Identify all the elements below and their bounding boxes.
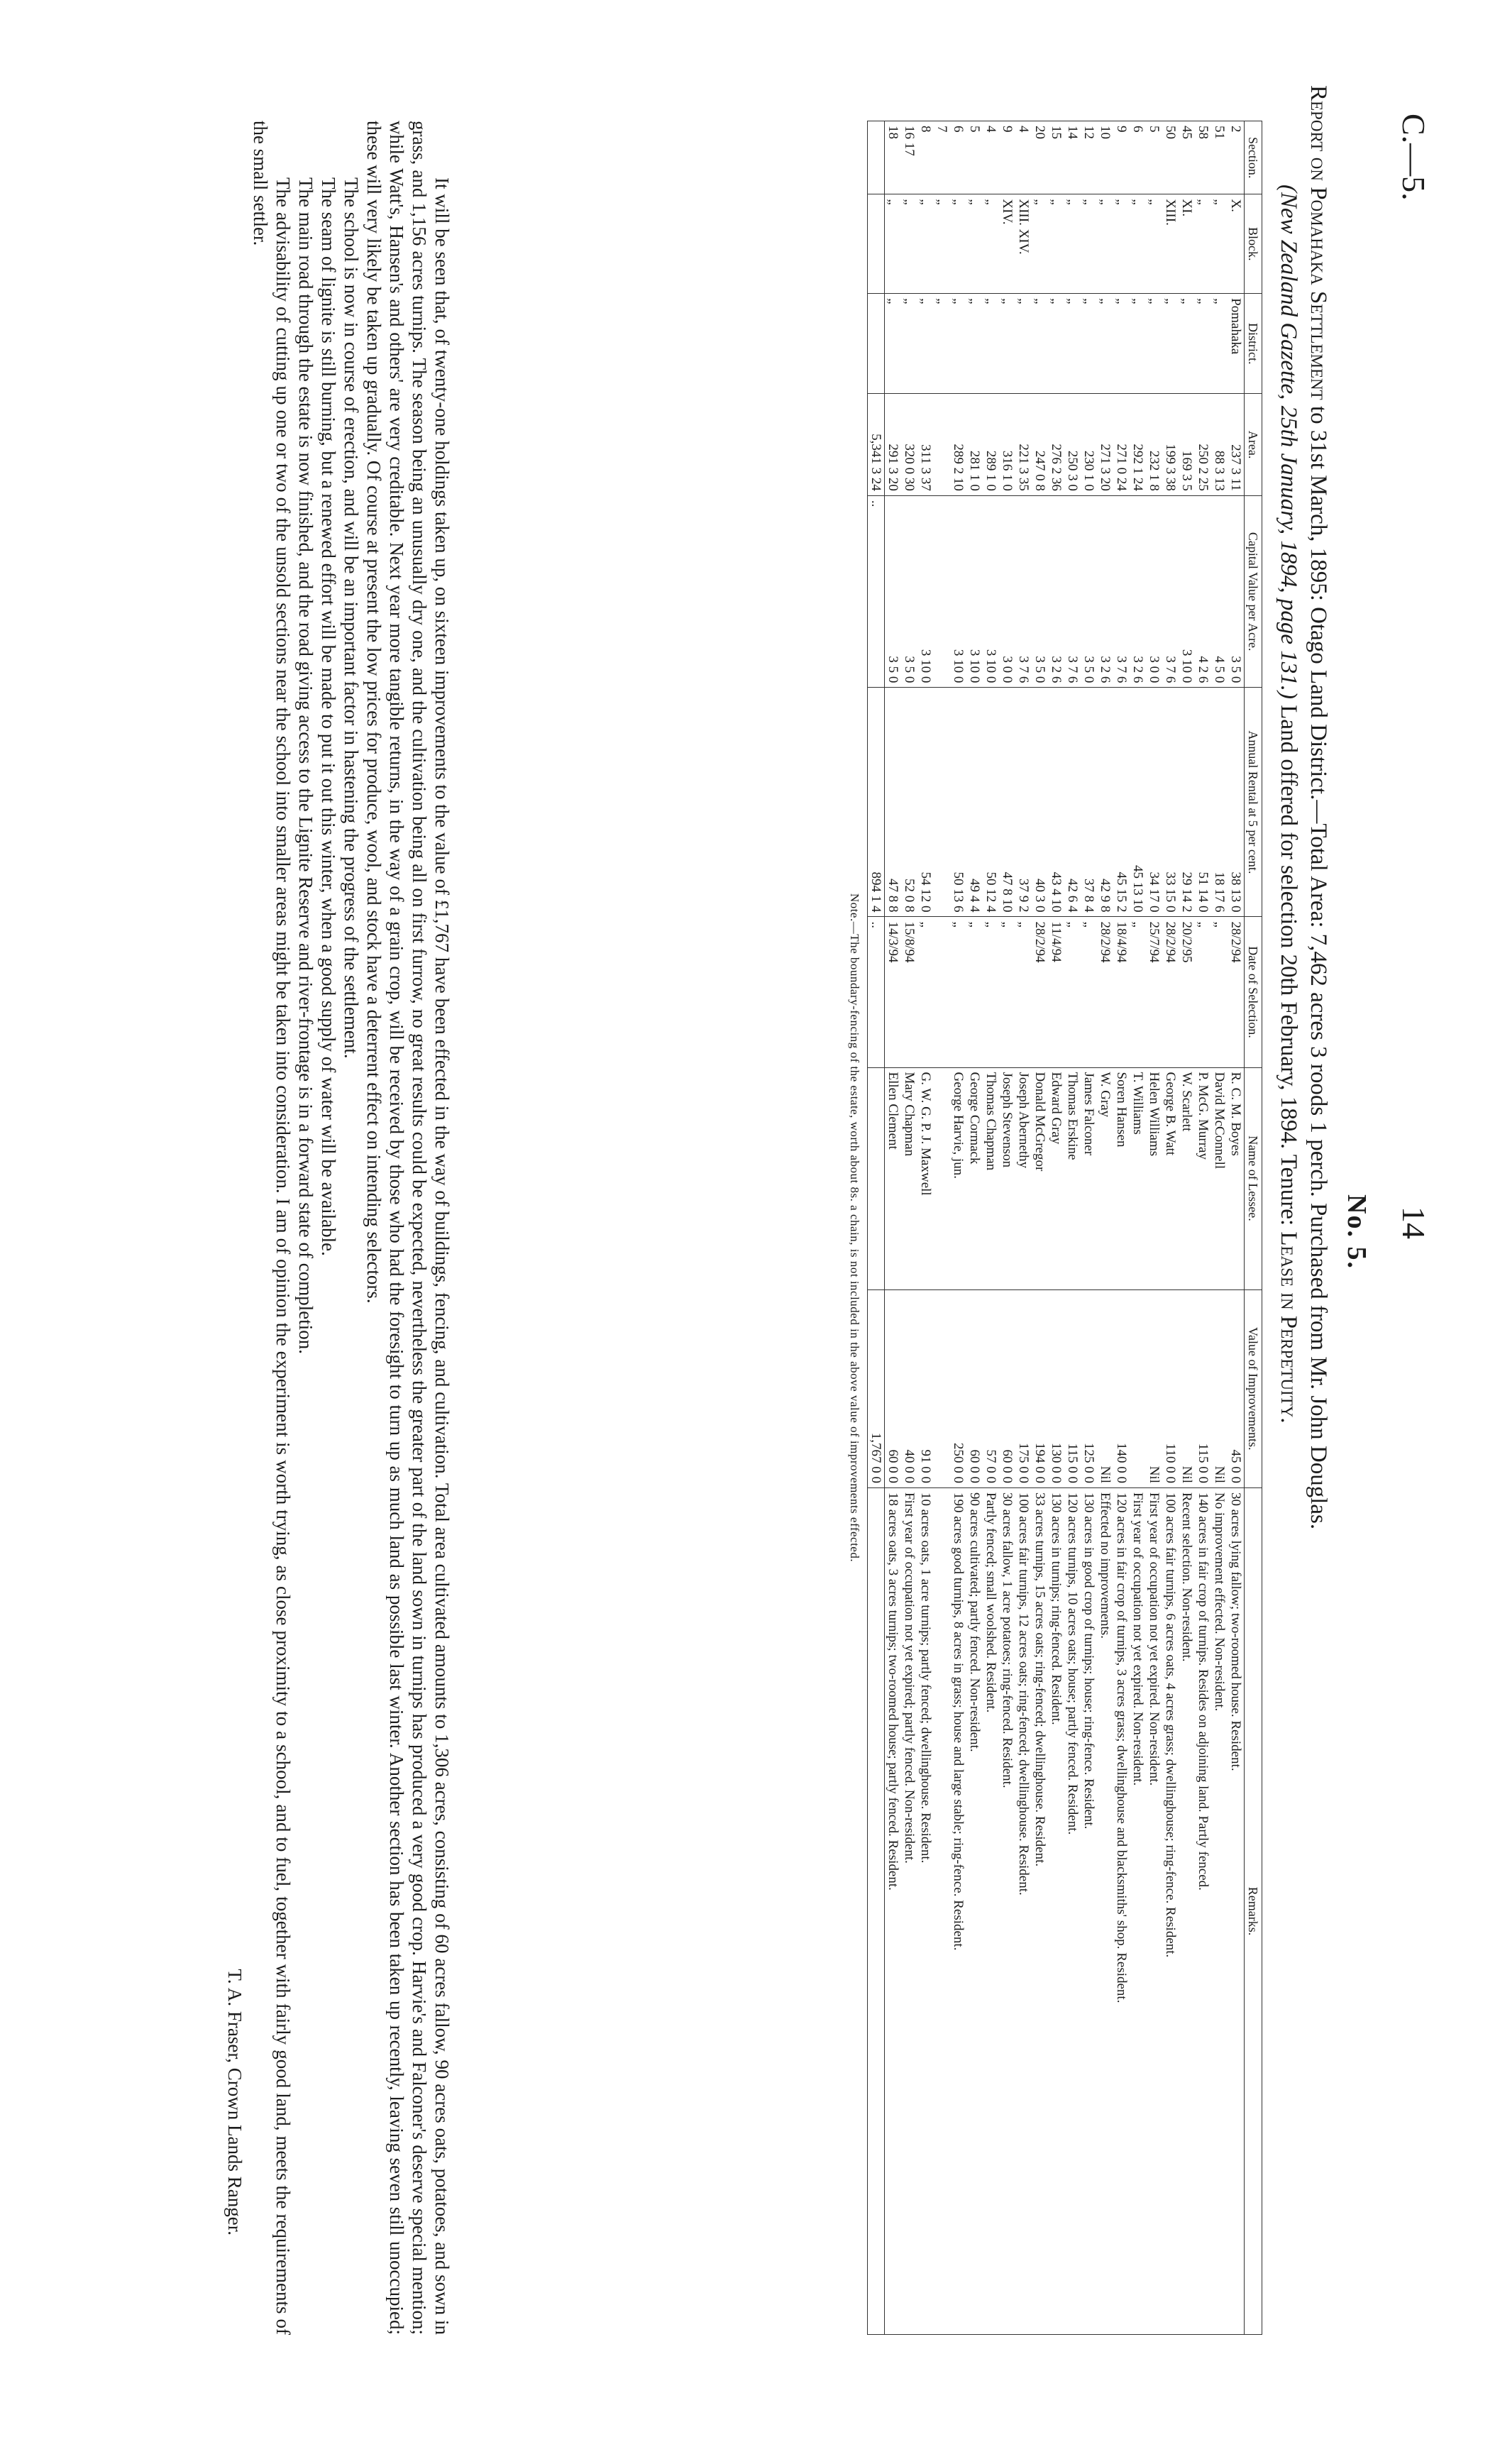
cell-area: 250 2 25 (1195, 394, 1211, 496)
cell-annual-rental: 40 3 0 (1032, 688, 1048, 917)
paragraph-3: The seam of lignite is still burning, but a renewed effort will be made to put it out this winter, when a good supply of water will be available. (318, 177, 339, 1256)
cell-area: 292 1 24 (1130, 394, 1146, 496)
lease-table (867, 121, 1262, 2335)
cell-area: 247 0 8 (1032, 394, 1048, 496)
cell-lessee: R. C. M. Boyes (1228, 1067, 1245, 1289)
cell-date (934, 917, 950, 1067)
cell-lessee: Donald McGregor (1032, 1067, 1048, 1289)
cell-improvements: 40 0 0 (901, 1289, 917, 1488)
total-improvements: 1,767 0 0 (868, 1289, 885, 1488)
cell-annual-rental: 47 8 10 (999, 688, 1015, 917)
cell-section: 18 (885, 121, 902, 194)
cell-capital-value: 3 7 6 (1015, 495, 1032, 687)
cell-area: 291 3 20 (885, 394, 902, 496)
page-number-label: 14 (1396, 1206, 1432, 1239)
cell-remarks: 130 acres in good crop of turnips; house; ring-fence. Resident. (1081, 1488, 1097, 2335)
cell-annual-rental: 43 4 10 (1048, 688, 1064, 917)
cell-improvements: 115 0 0 (1064, 1289, 1081, 1488)
cell-district: „ (1179, 294, 1195, 394)
cell-capital-value: 3 10 0 (983, 495, 999, 687)
table-row (901, 121, 917, 2335)
signoff: T. A. Fraser, Crown Lands Ranger. (224, 1969, 246, 2235)
cell-area: 289 1 0 (983, 394, 999, 496)
cell-area (934, 394, 950, 496)
cell-block: „ (1195, 194, 1211, 294)
table-row (1097, 121, 1113, 2335)
cell-lessee (934, 1067, 950, 1289)
cell-block: „ (901, 194, 917, 294)
cell-annual-rental: 49 4 4 (966, 688, 983, 917)
cell-date: „ (999, 917, 1015, 1067)
report-text (224, 121, 453, 2335)
cell-lessee: George B. Watt (1162, 1067, 1179, 1289)
cell-remarks: First year of occupation not yet expired; partly fenced. Non-resident. (901, 1488, 917, 2335)
cell-annual-rental: 29 14 2 (1179, 688, 1195, 917)
cell-capital-value: 3 2 6 (1097, 495, 1113, 687)
cell-improvements: 250 0 0 (950, 1289, 966, 1488)
cell-annual-rental: 47 8 8 (885, 688, 902, 917)
header-section: Section. (1245, 121, 1262, 194)
cell-date: 25/7/94 (1146, 917, 1162, 1067)
table-row (950, 121, 966, 2335)
cell-date: „ (1211, 917, 1228, 1067)
cell-date: 18/4/94 (1113, 917, 1130, 1067)
cell-annual-rental: 54 12 0 (917, 688, 934, 917)
cell-lessee: Mary Chapman (901, 1067, 917, 1289)
cell-block: „ (1048, 194, 1064, 294)
table-row (1195, 121, 1211, 2335)
cell-lessee: James Falconer (1081, 1067, 1097, 1289)
cell-capital-value: 3 2 6 (1130, 495, 1146, 687)
cell-district: „ (1015, 294, 1032, 394)
cell-remarks: Recent selection. Non-resident. (1179, 1488, 1195, 2335)
header-area: Area. (1245, 394, 1262, 496)
table-row (885, 121, 902, 2335)
cell-area: 316 1 0 (999, 394, 1015, 496)
cell-lessee: Thomas Erskine (1064, 1067, 1081, 1289)
table-header-row (1245, 121, 1262, 2335)
header-remarks: Remarks. (1245, 1488, 1262, 2335)
header-lessee: Name of Lessee. (1245, 1067, 1262, 1289)
cell-improvements (1130, 1289, 1146, 1488)
table-row (966, 121, 983, 2335)
total-area: 5,341 3 24 (868, 394, 885, 496)
cell-area: 271 0 24 (1113, 394, 1130, 496)
cell-capital-value: 3 5 0 (885, 495, 902, 687)
cell-annual-rental: 37 8 4 (1081, 688, 1097, 917)
cell-annual-rental: 33 15 0 (1162, 688, 1179, 917)
header-block: Block. (1245, 194, 1262, 294)
cell-section: 10 (1097, 121, 1113, 194)
cell-lessee: Thomas Chapman (983, 1067, 999, 1289)
cell-capital-value: 3 0 0 (1146, 495, 1162, 687)
header-annual-rental: Annual Rental at 5 per cent. (1245, 688, 1262, 917)
cell-district: „ (1113, 294, 1130, 394)
cell-date: „ (1015, 917, 1032, 1067)
cell-block: „ (1146, 194, 1162, 294)
cell-lessee: Joseph Abernethy (1015, 1067, 1032, 1289)
cell-block: XI. (1179, 194, 1195, 294)
cell-capital-value: 4 5 0 (1211, 495, 1228, 687)
cell-area: 221 3 35 (1015, 394, 1032, 496)
cell-district: „ (901, 294, 917, 394)
report-number: No. 5. (1342, 1194, 1372, 1270)
cell-capital-value: 3 7 6 (1113, 495, 1130, 687)
cell-remarks: 130 acres in turnips; ring-fenced. Resident. (1048, 1488, 1064, 2335)
cell-lessee: Ellen Clement (885, 1067, 902, 1289)
cell-improvements: Nil (1146, 1289, 1162, 1488)
paragraph-5: The advisability of cutting up one or two of the unsold sections near the school into smaller areas might be taken into consideration. I am of opinion the experiment is worth trying, as close proximity to a school, and to fuel, together with fairly good land, meets the requirements of the small settler. (250, 121, 294, 2335)
cell-remarks: 140 acres in fair crop of turnips. Resides on adjoining land. Partly fenced. (1195, 1488, 1211, 2335)
cell-lessee: Soren Hansen (1113, 1067, 1130, 1289)
lease-table-wrapper (847, 121, 1262, 2335)
cell-block: „ (1130, 194, 1146, 294)
cell-block: „ (983, 194, 999, 294)
cell-date: „ (950, 917, 966, 1067)
cell-annual-rental (934, 688, 950, 917)
total-remarks (868, 1488, 885, 2335)
cell-district: „ (983, 294, 999, 394)
cell-date: „ (917, 917, 934, 1067)
cell-capital-value: 3 10 0 (1179, 495, 1195, 687)
cell-remarks: 120 acres in fair crop of turnips, 3 acres grass; dwellinghouse and blacksmiths' shop. Resident. (1113, 1488, 1130, 2335)
cell-date: 15/8/94 (901, 917, 917, 1067)
cell-block: „ (1211, 194, 1228, 294)
total-annual-rental: 894 1 4 (868, 688, 885, 917)
cell-annual-rental: 42 9 8 (1097, 688, 1113, 917)
cell-district: „ (1146, 294, 1162, 394)
cell-remarks: First year of occupation not yet expired. Non-resident. (1146, 1488, 1162, 2335)
cell-annual-rental: 38 13 0 (1228, 688, 1245, 917)
cell-remarks: 120 acres turnips, 10 acres oats; house; partly fenced. Resident. (1064, 1488, 1081, 2335)
cell-section: 5 (966, 121, 983, 194)
header-district: District. (1245, 294, 1262, 394)
cell-section: 8 (917, 121, 934, 194)
cell-remarks: 90 acres cultivated; partly fenced. Non-resident. (966, 1488, 983, 2335)
cell-area: 230 1 0 (1081, 394, 1097, 496)
cell-improvements: 57 0 0 (983, 1289, 999, 1488)
cell-remarks: 30 acres fallow, 1 acre potatoes; ring-fenced. Resident. (999, 1488, 1015, 2335)
cell-date: 28/2/94 (1162, 917, 1179, 1067)
cell-annual-rental: 45 13 10 (1130, 688, 1146, 917)
title-tenure: Lease in Perpetuity. (1276, 1231, 1301, 1424)
total-block (868, 194, 885, 294)
cell-block: „ (1081, 194, 1097, 294)
cell-date: „ (1064, 917, 1081, 1067)
report-title (1274, 85, 1333, 2377)
cell-lessee: George Cormack (966, 1067, 983, 1289)
cell-section: 58 (1195, 121, 1211, 194)
cell-date: „ (1130, 917, 1146, 1067)
cell-annual-rental: 18 17 6 (1211, 688, 1228, 917)
cell-district: „ (1032, 294, 1048, 394)
cell-district: „ (1081, 294, 1097, 394)
cell-annual-rental: 34 17 0 (1146, 688, 1162, 917)
cell-district: „ (999, 294, 1015, 394)
cell-date: 28/2/94 (1032, 917, 1048, 1067)
table-row (1048, 121, 1064, 2335)
cell-section: 6 (950, 121, 966, 194)
cell-capital-value: 3 5 0 (1081, 495, 1097, 687)
table-row (1146, 121, 1162, 2335)
cell-annual-rental: 51 14 0 (1195, 688, 1211, 917)
cell-improvements: 130 0 0 (1048, 1289, 1064, 1488)
table-note: Note.—The boundary-fencing of the estate, worth about 8s. a chain, is not included in the above value of improvements effected. (848, 893, 861, 1563)
cell-section: 5 (1146, 121, 1162, 194)
cell-remarks: First year of occupation not yet expired. Non-resident. (1130, 1488, 1146, 2335)
title-line1-rest: to 31st March, 1895: Otago Land District.—Total Area: 7,462 acres 3 roods 1 perch. Purchased from Mr. John Douglas. (1306, 405, 1331, 1530)
cell-block: XIII. (1162, 194, 1179, 294)
header-capital-value: Capital Value per Acre. (1245, 495, 1262, 687)
cell-section: 9 (1113, 121, 1130, 194)
cell-block: „ (966, 194, 983, 294)
title-settlement: Pomahaka Settlement (1306, 187, 1331, 400)
table-row (999, 121, 1015, 2335)
cell-improvements: 60 0 0 (966, 1289, 983, 1488)
cell-capital-value: 3 7 6 (1064, 495, 1081, 687)
total-section (868, 121, 885, 194)
cell-area: 250 3 0 (1064, 394, 1081, 496)
cell-remarks: 30 acres lying fallow; two-roomed house. Resident. (1228, 1488, 1245, 2335)
cell-annual-rental: 50 13 6 (950, 688, 966, 917)
cell-block: „ (885, 194, 902, 294)
cell-improvements: 110 0 0 (1162, 1289, 1179, 1488)
cell-remarks (934, 1488, 950, 2335)
cell-date: „ (1195, 917, 1211, 1067)
cell-section: 7 (934, 121, 950, 194)
cell-capital-value: 3 5 0 (901, 495, 917, 687)
cell-remarks: 100 acres fair turnips, 6 acres oats, 4 acres grass; dwellinghouse; ring-fence. Resident. (1162, 1488, 1179, 2335)
cell-remarks: No improvement effected. Non-resident. (1211, 1488, 1228, 2335)
cell-improvements (934, 1289, 950, 1488)
page-reference-label: C.—5. (1396, 114, 1432, 201)
cell-capital-value: 3 10 0 (966, 495, 983, 687)
cell-section: 51 (1211, 121, 1228, 194)
title-line-2 (1274, 85, 1303, 2377)
cell-section: 16 17 (901, 121, 917, 194)
cell-district: „ (1211, 294, 1228, 394)
cell-date: „ (983, 917, 999, 1067)
cell-section: 2 (1228, 121, 1245, 194)
cell-lessee: Joseph Stevenson (999, 1067, 1015, 1289)
table-row (1113, 121, 1130, 2335)
cell-area: 281 1 0 (966, 394, 983, 496)
cell-district: „ (1130, 294, 1146, 394)
cell-section: 9 (999, 121, 1015, 194)
cell-capital-value: 3 2 6 (1048, 495, 1064, 687)
cell-area: 237 3 11 (1228, 394, 1245, 496)
title-gazette: (New Zealand Gazette, 25th January, 1894, page 131.) (1276, 185, 1301, 700)
cell-block: „ (917, 194, 934, 294)
cell-lessee: Helen Williams (1146, 1067, 1162, 1289)
cell-capital-value: 3 5 0 (1228, 495, 1245, 687)
cell-annual-rental: 50 12 4 (983, 688, 999, 917)
cell-district: „ (917, 294, 934, 394)
table-row (1015, 121, 1032, 2335)
cell-block: XIV. (999, 194, 1015, 294)
cell-remarks: 100 acres fair turnips, 12 acres oats; ring-fenced; dwellinghouse. Resident. (1015, 1488, 1032, 2335)
cell-section: 6 (1130, 121, 1146, 194)
cell-lessee: David McConnell (1211, 1067, 1228, 1289)
table-row (1228, 121, 1245, 2335)
table-row (1162, 121, 1179, 2335)
cell-capital-value (934, 495, 950, 687)
cell-area: 232 1 8 (1146, 394, 1162, 496)
table-row (934, 121, 950, 2335)
total-lessee (868, 1067, 885, 1289)
title-line2-rest: Land offered for selection 20th February, 1894. Tenure: (1276, 705, 1301, 1226)
cell-improvements: 140 0 0 (1113, 1289, 1130, 1488)
cell-district: „ (950, 294, 966, 394)
cell-improvements: Nil (1179, 1289, 1195, 1488)
cell-section: 12 (1081, 121, 1097, 194)
table-body (868, 121, 1245, 2335)
cell-area: 271 3 20 (1097, 394, 1113, 496)
cell-annual-rental: 45 15 2 (1113, 688, 1130, 917)
cell-remarks: 10 acres oats, 1 acre turnips; partly fenced; dwellinghouse. Resident. (917, 1488, 934, 2335)
cell-lessee: W. Gray (1097, 1067, 1113, 1289)
cell-section: 15 (1048, 121, 1064, 194)
cell-district: „ (1097, 294, 1113, 394)
totals-row (868, 121, 885, 2335)
cell-annual-rental: 52 0 8 (901, 688, 917, 917)
cell-improvements: 45 0 0 (1228, 1289, 1245, 1488)
paragraph-4: The main road through the estate is now finished, and the road giving access to the Lignite Reserve and river-frontage is in a forward state of completion. (295, 177, 316, 1354)
cell-remarks: 33 acres turnips, 15 acres oats; ring-fenced; dwellinghouse. Resident. (1032, 1488, 1048, 2335)
table-row (1064, 121, 1081, 2335)
header-date: Date of Selection. (1245, 917, 1262, 1067)
cell-capital-value: 3 7 6 (1162, 495, 1179, 687)
cell-remarks: Partly fenced; small woolshed. Resident. (983, 1488, 999, 2335)
cell-capital-value: 4 2 6 (1195, 495, 1211, 687)
cell-section: 50 (1162, 121, 1179, 194)
cell-block: „ (950, 194, 966, 294)
cell-remarks: Effected no improvements. (1097, 1488, 1113, 2335)
cell-district: „ (1162, 294, 1179, 394)
cell-improvements: 115 0 0 (1195, 1289, 1211, 1488)
cell-area: 88 3 13 (1211, 394, 1228, 496)
cell-area: 289 2 10 (950, 394, 966, 496)
table-row (1130, 121, 1146, 2335)
table-row (917, 121, 934, 2335)
cell-improvements: 194 0 0 (1032, 1289, 1048, 1488)
cell-district: „ (1064, 294, 1081, 394)
header-improvements: Value of Improvements. (1245, 1289, 1262, 1488)
table-row (1081, 121, 1097, 2335)
cell-block: „ (1064, 194, 1081, 294)
cell-district: „ (934, 294, 950, 394)
cell-improvements: 91 0 0 (917, 1289, 934, 1488)
cell-lessee: George Harvie, jun. (950, 1067, 966, 1289)
cell-district: „ (966, 294, 983, 394)
total-capital-value: .. (868, 495, 885, 687)
total-date: .. (868, 917, 885, 1067)
cell-area: 311 3 37 (917, 394, 934, 496)
cell-area: 276 2 36 (1048, 394, 1064, 496)
title-line-1 (1303, 85, 1333, 2377)
cell-capital-value: 3 10 0 (917, 495, 934, 687)
cell-district: „ (885, 294, 902, 394)
cell-improvements: Nil (1211, 1289, 1228, 1488)
cell-date: 20/2/95 (1179, 917, 1195, 1067)
paragraph-2: The school is now in course of erection, and will be an important factor in hastening the progress of the settlement. (341, 177, 362, 1059)
cell-lessee: G. W. G. P. J. Maxwell (917, 1067, 934, 1289)
cell-date: 14/3/94 (885, 917, 902, 1067)
cell-section: 4 (1015, 121, 1032, 194)
cell-remarks: 190 acres good turnips, 8 acres in grass; house and large stable; ring-fence. Resident. (950, 1488, 966, 2335)
cell-district: „ (1048, 294, 1064, 394)
cell-capital-value: 3 0 0 (999, 495, 1015, 687)
cell-section: 45 (1179, 121, 1195, 194)
title-prefix: Report on (1306, 85, 1331, 181)
cell-block: XIII. XIV. (1015, 194, 1032, 294)
cell-block: „ (934, 194, 950, 294)
cell-lessee: P. McG. Murray (1195, 1067, 1211, 1289)
cell-improvements: 175 0 0 (1015, 1289, 1032, 1488)
cell-block: „ (1097, 194, 1113, 294)
cell-area: 199 3 38 (1162, 394, 1179, 496)
cell-capital-value: 3 5 0 (1032, 495, 1048, 687)
cell-improvements: Nil (1097, 1289, 1113, 1488)
cell-improvements: 60 0 0 (885, 1289, 902, 1488)
cell-block: „ (1032, 194, 1048, 294)
table-row (1179, 121, 1195, 2335)
cell-district: „ (1195, 294, 1211, 394)
cell-block: „ (1113, 194, 1130, 294)
cell-annual-rental: 37 9 2 (1015, 688, 1032, 917)
cell-lessee: T. Williams (1130, 1067, 1146, 1289)
table-row (1032, 121, 1048, 2335)
cell-area: 320 0 30 (901, 394, 917, 496)
table-row (983, 121, 999, 2335)
cell-block: X. (1228, 194, 1245, 294)
cell-date: 11/4/94 (1048, 917, 1064, 1067)
cell-annual-rental: 42 6 4 (1064, 688, 1081, 917)
cell-section: 20 (1032, 121, 1048, 194)
cell-lessee: W. Scarlett (1179, 1067, 1195, 1289)
cell-section: 14 (1064, 121, 1081, 194)
cell-area: 169 3 5 (1179, 394, 1195, 496)
cell-improvements: 60 0 0 (999, 1289, 1015, 1488)
cell-date: 28/2/94 (1097, 917, 1113, 1067)
cell-improvements: 125 0 0 (1081, 1289, 1097, 1488)
cell-district: Pomahaka (1228, 294, 1245, 394)
cell-section: 4 (983, 121, 999, 194)
paragraph-1: It will be seen that, of twenty-one holdings taken up, on sixteen improvements to the value of £1,767 have been effected in the way of buildings, fencing, and cultivation. Total area cultivated amounts to 1,306 acres, consisting of 60 acres fallow, 90 acres oats, potatoes, and sown in grass, and 1,156 acres turnips. The season being an unusually dry one, and the cultivation being all on first furrow, no great results could be expected, nevertheless the greater part of the land sown in turnips has produced a very good crop. Harvie's and Falconer's deserve special mention; while Watt's, Hansen's and others' are very creditable. Next year more tangible returns, in the way of a grain crop, will be received by those who had the foresight to turn up as much land as possible last winter. Another section has been taken up recently, leaving seven still unoccupied; these will very likely be taken up gradually. Of course at present the low prices for produce, wool, and stock have a deterrent effect on intending selectors. (363, 121, 453, 2335)
total-district (868, 294, 885, 394)
cell-capital-value: 3 10 0 (950, 495, 966, 687)
cell-date: 28/2/94 (1228, 917, 1245, 1067)
cell-date: „ (966, 917, 983, 1067)
cell-date: „ (1081, 917, 1097, 1067)
table-row (1211, 121, 1228, 2335)
cell-remarks: 18 acres oats, 3 acres turnips; two-roomed house; partly fenced. Resident. (885, 1488, 902, 2335)
cell-lessee: Edward Gray (1048, 1067, 1064, 1289)
